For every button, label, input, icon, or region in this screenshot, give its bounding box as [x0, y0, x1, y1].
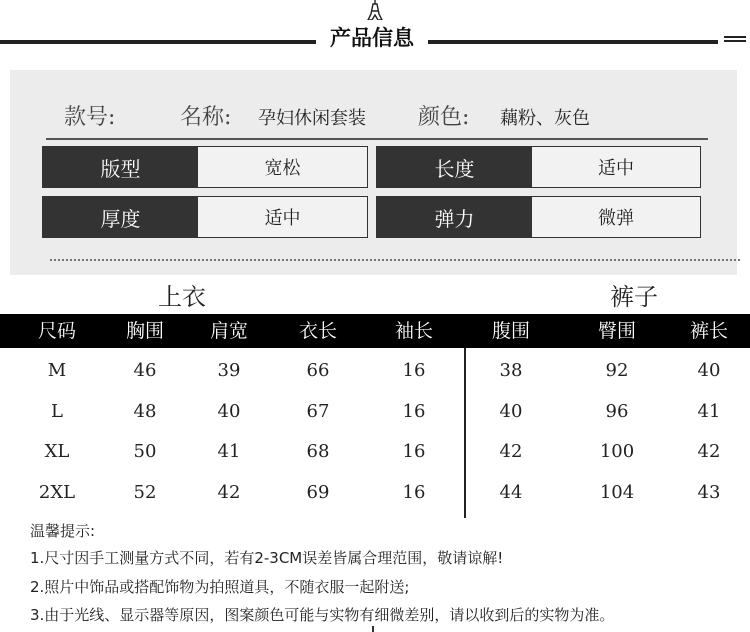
table-cell: 50	[133, 441, 157, 462]
table-size-cell: L	[51, 401, 63, 422]
notes-title: 温馨提示:	[30, 522, 96, 540]
table-cell: 40	[697, 360, 721, 381]
header-rule-end	[724, 36, 746, 46]
table-cell: 42	[217, 482, 241, 503]
color-value: 藕粉、灰色	[500, 108, 590, 129]
eiffel-tower-icon	[366, 0, 384, 20]
table-cell: 69	[306, 482, 330, 503]
name-value: 孕妇休闲套装	[258, 108, 366, 129]
attr-value: 宽松	[198, 147, 367, 187]
table-cell: 92	[605, 360, 629, 381]
table-cell: 68	[306, 441, 330, 462]
attr-key: 弹力	[377, 197, 532, 237]
section-pants-label: 裤子	[610, 283, 658, 311]
table-cell: 41	[217, 441, 241, 462]
table-header-cell: 臀围	[597, 320, 637, 342]
attr-key: 版型	[43, 147, 198, 187]
section-top-label: 上衣	[158, 283, 206, 311]
table-header-cell: 尺码	[37, 320, 77, 342]
name-label: 名称:	[180, 105, 232, 130]
table-header-cell: 裤长	[689, 320, 729, 342]
table-cell: 39	[217, 360, 241, 381]
table-cell: 16	[402, 360, 426, 381]
table-cell: 40	[217, 401, 241, 422]
table-header-cell: 袖长	[394, 320, 434, 342]
table-size-cell: XL	[44, 441, 70, 462]
table-cell: 48	[133, 401, 157, 422]
attr-value: 微弹	[532, 197, 700, 237]
table-cell: 16	[402, 441, 426, 462]
table-cell: 52	[133, 482, 157, 503]
table-cell: 96	[605, 401, 629, 422]
table-cell: 67	[306, 401, 330, 422]
table-cell: 44	[499, 482, 523, 503]
table-cell: 38	[499, 360, 523, 381]
attr-thickness	[42, 196, 368, 238]
attr-length	[376, 146, 701, 188]
table-cell: 41	[697, 401, 721, 422]
table-header-cell: 胸围	[125, 320, 165, 342]
header-rule-left	[0, 40, 316, 44]
table-header-cell: 肩宽	[209, 320, 249, 342]
table-cell: 104	[599, 482, 635, 503]
header-rule-right	[428, 40, 718, 44]
table-size-cell: M	[47, 360, 67, 381]
table-header-cell: 腹围	[491, 320, 531, 342]
dotted-divider	[50, 259, 740, 261]
note-item: 2.照片中饰品或搭配饰物为拍照道具，不随衣服一起附送;	[30, 578, 410, 596]
note-item: 3.由于光线、显示器等原因，图案颜色可能与实物有细微差别，请以收到后的实物为准。	[30, 606, 615, 624]
attr-value: 适中	[198, 197, 367, 237]
table-cell: 16	[402, 401, 426, 422]
table-cell: 40	[499, 401, 523, 422]
table-header-cell: 衣长	[298, 320, 338, 342]
table-cell: 42	[697, 441, 721, 462]
table-cell: 16	[402, 482, 426, 503]
table-size-cell: 2XL	[38, 482, 76, 503]
table-cell: 43	[697, 482, 721, 503]
attr-key: 长度	[377, 147, 532, 187]
attr-elasticity	[376, 196, 701, 238]
page-title: 产品信息	[330, 26, 414, 50]
table-cell: 100	[599, 441, 635, 462]
table-column-divider	[464, 348, 466, 518]
table-cell: 66	[306, 360, 330, 381]
attr-fit	[42, 146, 368, 188]
style-no-label: 款号:	[64, 105, 116, 130]
size-table-header	[0, 314, 750, 348]
footer-mark	[372, 626, 374, 632]
product-summary-line	[46, 96, 708, 140]
attr-key: 厚度	[43, 197, 198, 237]
table-cell: 42	[499, 441, 523, 462]
table-cell: 46	[133, 360, 157, 381]
color-label: 颜色:	[418, 105, 470, 130]
note-item: 1.尺寸因手工测量方式不同，若有2-3CM误差皆属合理范围，敬请谅解!	[30, 549, 504, 567]
attr-value: 适中	[532, 147, 700, 187]
